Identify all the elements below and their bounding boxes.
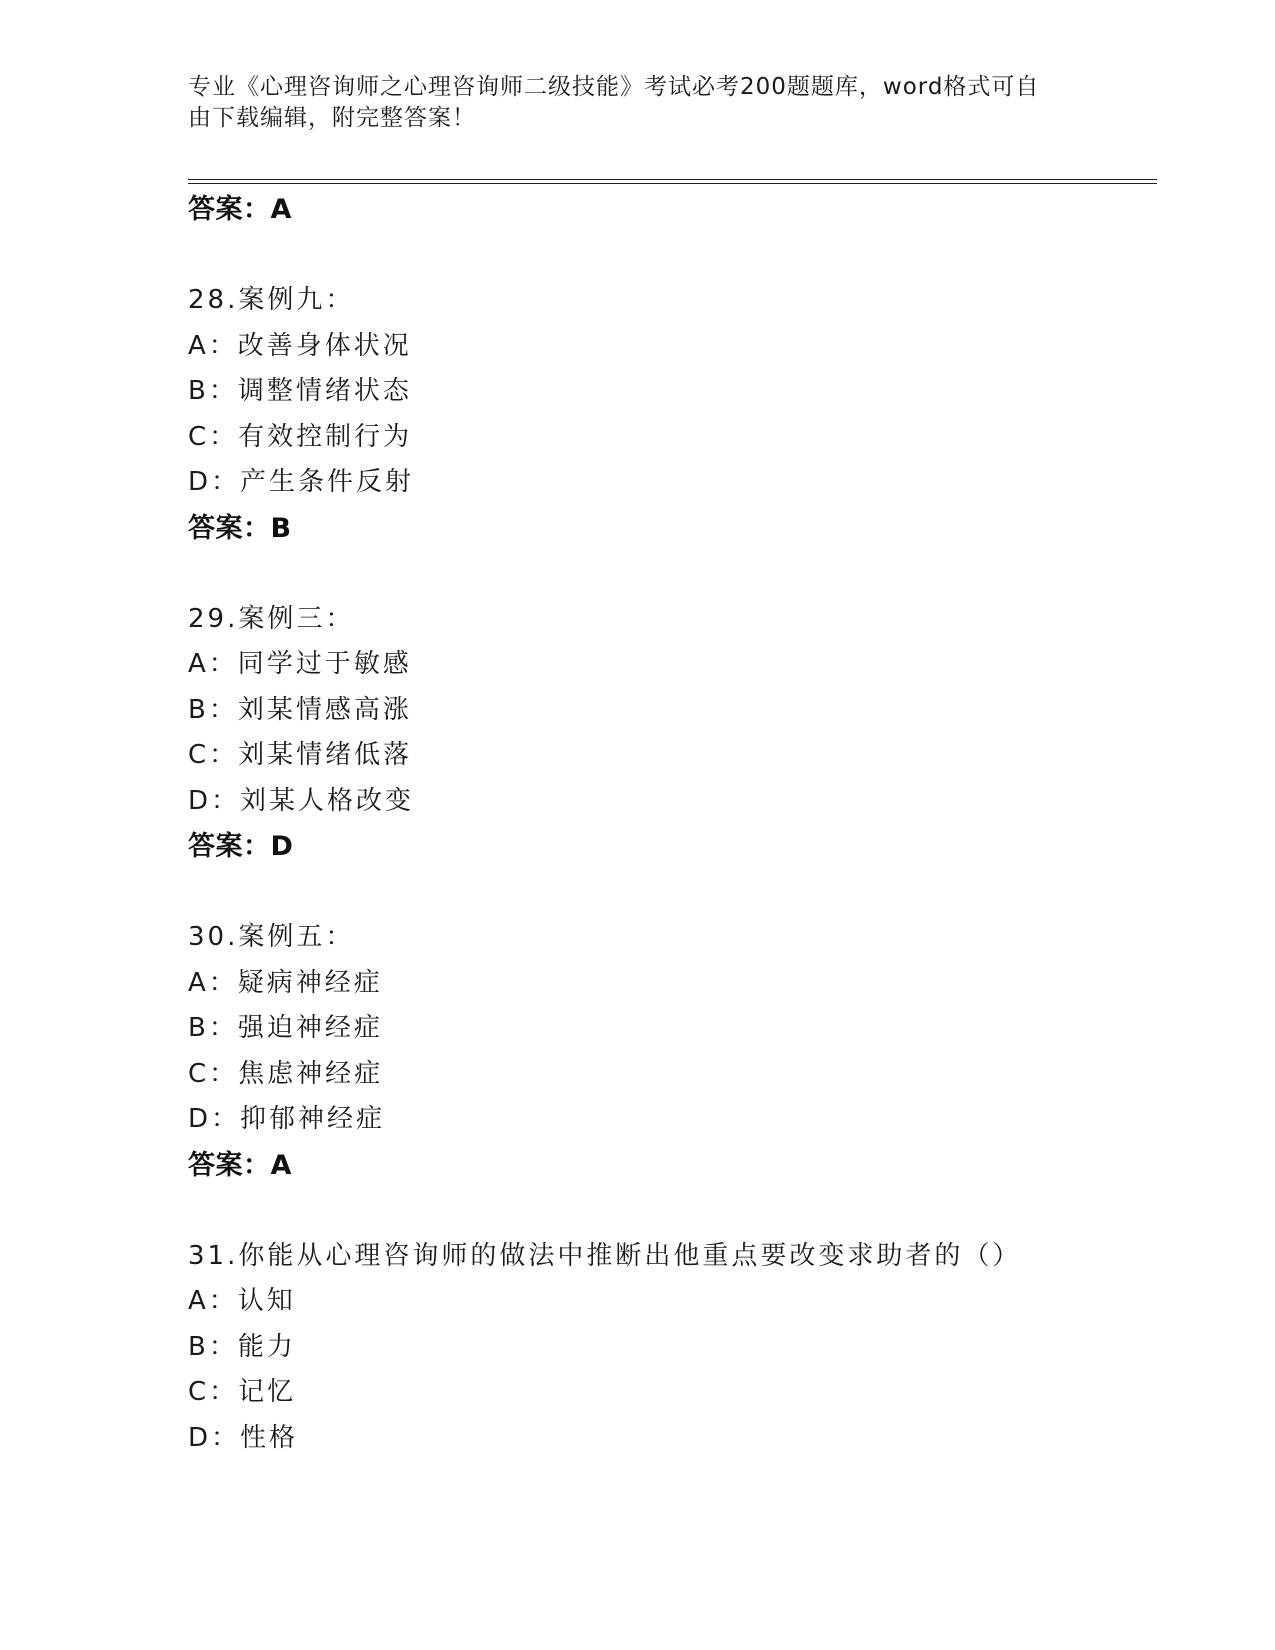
answer: 答案：D (188, 831, 294, 862)
spacer (188, 551, 1148, 597)
option-b: B：强迫神经症 (188, 1013, 383, 1043)
question-title: 31.你能从心理咨询师的做法中推断出他重点要改变求助者的（） (188, 1240, 1022, 1271)
header-divider-bottom (188, 183, 1157, 184)
option-b: B：调整情绪状态 (188, 376, 412, 406)
option-d: D：性格 (188, 1422, 299, 1453)
question-31 (188, 1234, 1148, 1462)
option-d: D：产生条件反射 (188, 467, 415, 497)
question-30 (188, 915, 1148, 1188)
option-a: A：改善身体状况 (188, 330, 412, 361)
document-header (188, 72, 1078, 134)
option-a: A：认知 (188, 1286, 296, 1316)
header-line-2: 由下载编辑，附完整答案！ (188, 105, 476, 131)
option-c: C：焦虑神经症 (188, 1058, 384, 1089)
option-c: C：刘某情绪低落 (188, 740, 413, 770)
option-a: A：疑病神经症 (188, 967, 383, 998)
question-title: 29.案例三： (188, 603, 355, 634)
answer: 答案：A (188, 1149, 292, 1181)
option-a: A：同学过于敏感 (188, 649, 412, 679)
answer: 答案：B (188, 512, 292, 544)
option-d: D：抑郁神经症 (188, 1104, 386, 1134)
spacer (188, 870, 1148, 916)
question-29 (188, 597, 1148, 870)
option-d: D：刘某人格改变 (188, 785, 415, 816)
option-b: B：刘某情感高涨 (188, 694, 412, 725)
header-line-1: 专业《心理咨询师之心理咨询师二级技能》考试必考200题题库，word格式可自 (188, 74, 1040, 100)
question-title: 28.案例九： (188, 285, 355, 315)
spacer (188, 233, 1148, 279)
option-c: C：记忆 (188, 1377, 297, 1407)
header-divider-top (188, 179, 1157, 180)
previous-answer: 答案：A (188, 194, 292, 225)
option-c: C：有效控制行为 (188, 421, 413, 452)
question-list (188, 187, 1148, 1461)
question-title: 30.案例五： (188, 922, 355, 952)
question-28 (188, 278, 1148, 551)
option-b: B：能力 (188, 1331, 296, 1362)
spacer (188, 1188, 1148, 1234)
